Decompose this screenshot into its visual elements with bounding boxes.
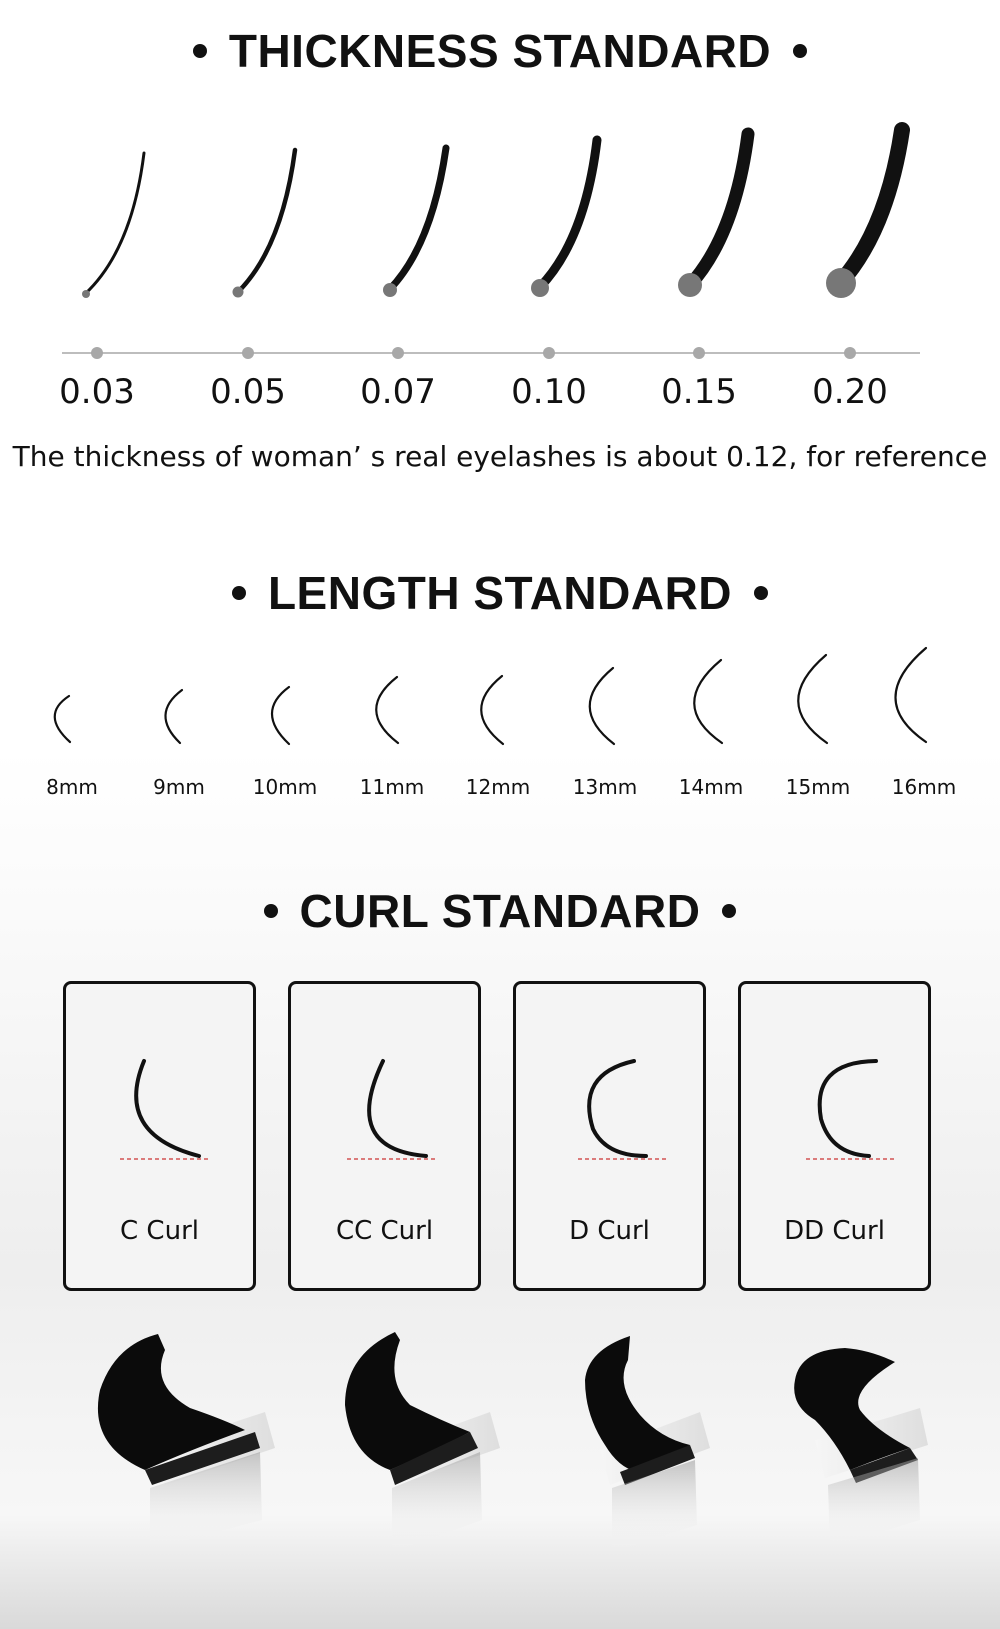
thickness-label: 0.05 — [210, 372, 286, 412]
length-title-text: LENGTH STANDARD — [267, 567, 733, 619]
lash-base-dot — [826, 268, 856, 298]
dd-curl-diagram — [741, 984, 934, 1214]
curl-card-dd — [738, 981, 931, 1291]
length-curve-12mm — [481, 676, 503, 744]
length-label: 15mm — [785, 775, 851, 799]
length-label: 11mm — [359, 775, 425, 799]
length-label: 14mm — [678, 775, 744, 799]
scale-tick — [242, 347, 254, 359]
thickness-label: 0.15 — [661, 372, 737, 412]
length-label: 13mm — [572, 775, 638, 799]
lash-base-dot — [678, 273, 702, 297]
curl-label: C Curl — [120, 1216, 199, 1246]
thickness-label: 0.07 — [360, 372, 436, 412]
curl-label: DD Curl — [784, 1216, 885, 1246]
length-title — [0, 566, 1000, 620]
length-label: 12mm — [465, 775, 531, 799]
thickness-title-text: THICKNESS STANDARD — [228, 25, 772, 77]
lash-base-dot — [233, 287, 244, 298]
bullet-dot — [264, 904, 278, 918]
lash-group — [82, 130, 902, 298]
bullet-dot — [232, 586, 246, 600]
length-curve-16mm — [896, 648, 927, 742]
cc-curl-diagram — [291, 984, 484, 1214]
length-label: 10mm — [252, 775, 318, 799]
lash-base-dot — [82, 290, 90, 298]
lash-0.05 — [238, 150, 295, 292]
scale-tick — [543, 347, 555, 359]
length-curve-8mm — [55, 696, 70, 742]
d-lash-strip — [585, 1336, 710, 1552]
lash-0.15 — [690, 134, 748, 285]
length-label: 16mm — [891, 775, 957, 799]
length-curve-15mm — [798, 655, 827, 743]
curl-card-c — [63, 981, 256, 1291]
thickness-label: 0.10 — [511, 372, 587, 412]
cc-lash-strip — [345, 1332, 500, 1552]
lash-base-dot — [383, 283, 397, 297]
lash-0.20 — [840, 130, 902, 283]
length-illustration — [0, 630, 1000, 770]
scale-tick — [693, 347, 705, 359]
curl-label: D Curl — [569, 1216, 650, 1246]
thickness-label: 0.03 — [59, 372, 135, 412]
scale-tick — [844, 347, 856, 359]
length-label: 8mm — [46, 775, 98, 799]
bullet-dot — [722, 904, 736, 918]
length-curve-13mm — [590, 668, 614, 744]
length-curve-11mm — [376, 677, 398, 743]
bullet-dot — [754, 586, 768, 600]
lash-base-dot — [531, 279, 549, 297]
lash-strips-photo — [0, 1320, 1000, 1580]
lash-0.03 — [85, 153, 144, 294]
thickness-note: The thickness of woman’ s real eyelashes is about 0.12, for reference — [12, 440, 988, 473]
c-curl-diagram — [66, 984, 259, 1214]
d-curl-diagram — [516, 984, 709, 1214]
length-curve-9mm — [165, 690, 182, 743]
curl-title — [0, 884, 1000, 938]
length-label: 9mm — [153, 775, 205, 799]
lash-0.07 — [390, 148, 446, 289]
curl-card-d — [513, 981, 706, 1291]
curl-title-text: CURL STANDARD — [299, 885, 701, 937]
dd-lash-strip — [794, 1348, 928, 1548]
curl-label: CC Curl — [335, 1216, 434, 1246]
lash-0.10 — [540, 140, 597, 287]
length-curve-14mm — [694, 660, 722, 743]
curl-card-cc — [288, 981, 481, 1291]
scale-tick — [392, 347, 404, 359]
c-lash-strip — [98, 1334, 275, 1550]
scale-tick — [91, 347, 103, 359]
length-curve-10mm — [272, 687, 289, 744]
thickness-label: 0.20 — [812, 372, 888, 412]
thickness-illustration — [0, 0, 1000, 420]
